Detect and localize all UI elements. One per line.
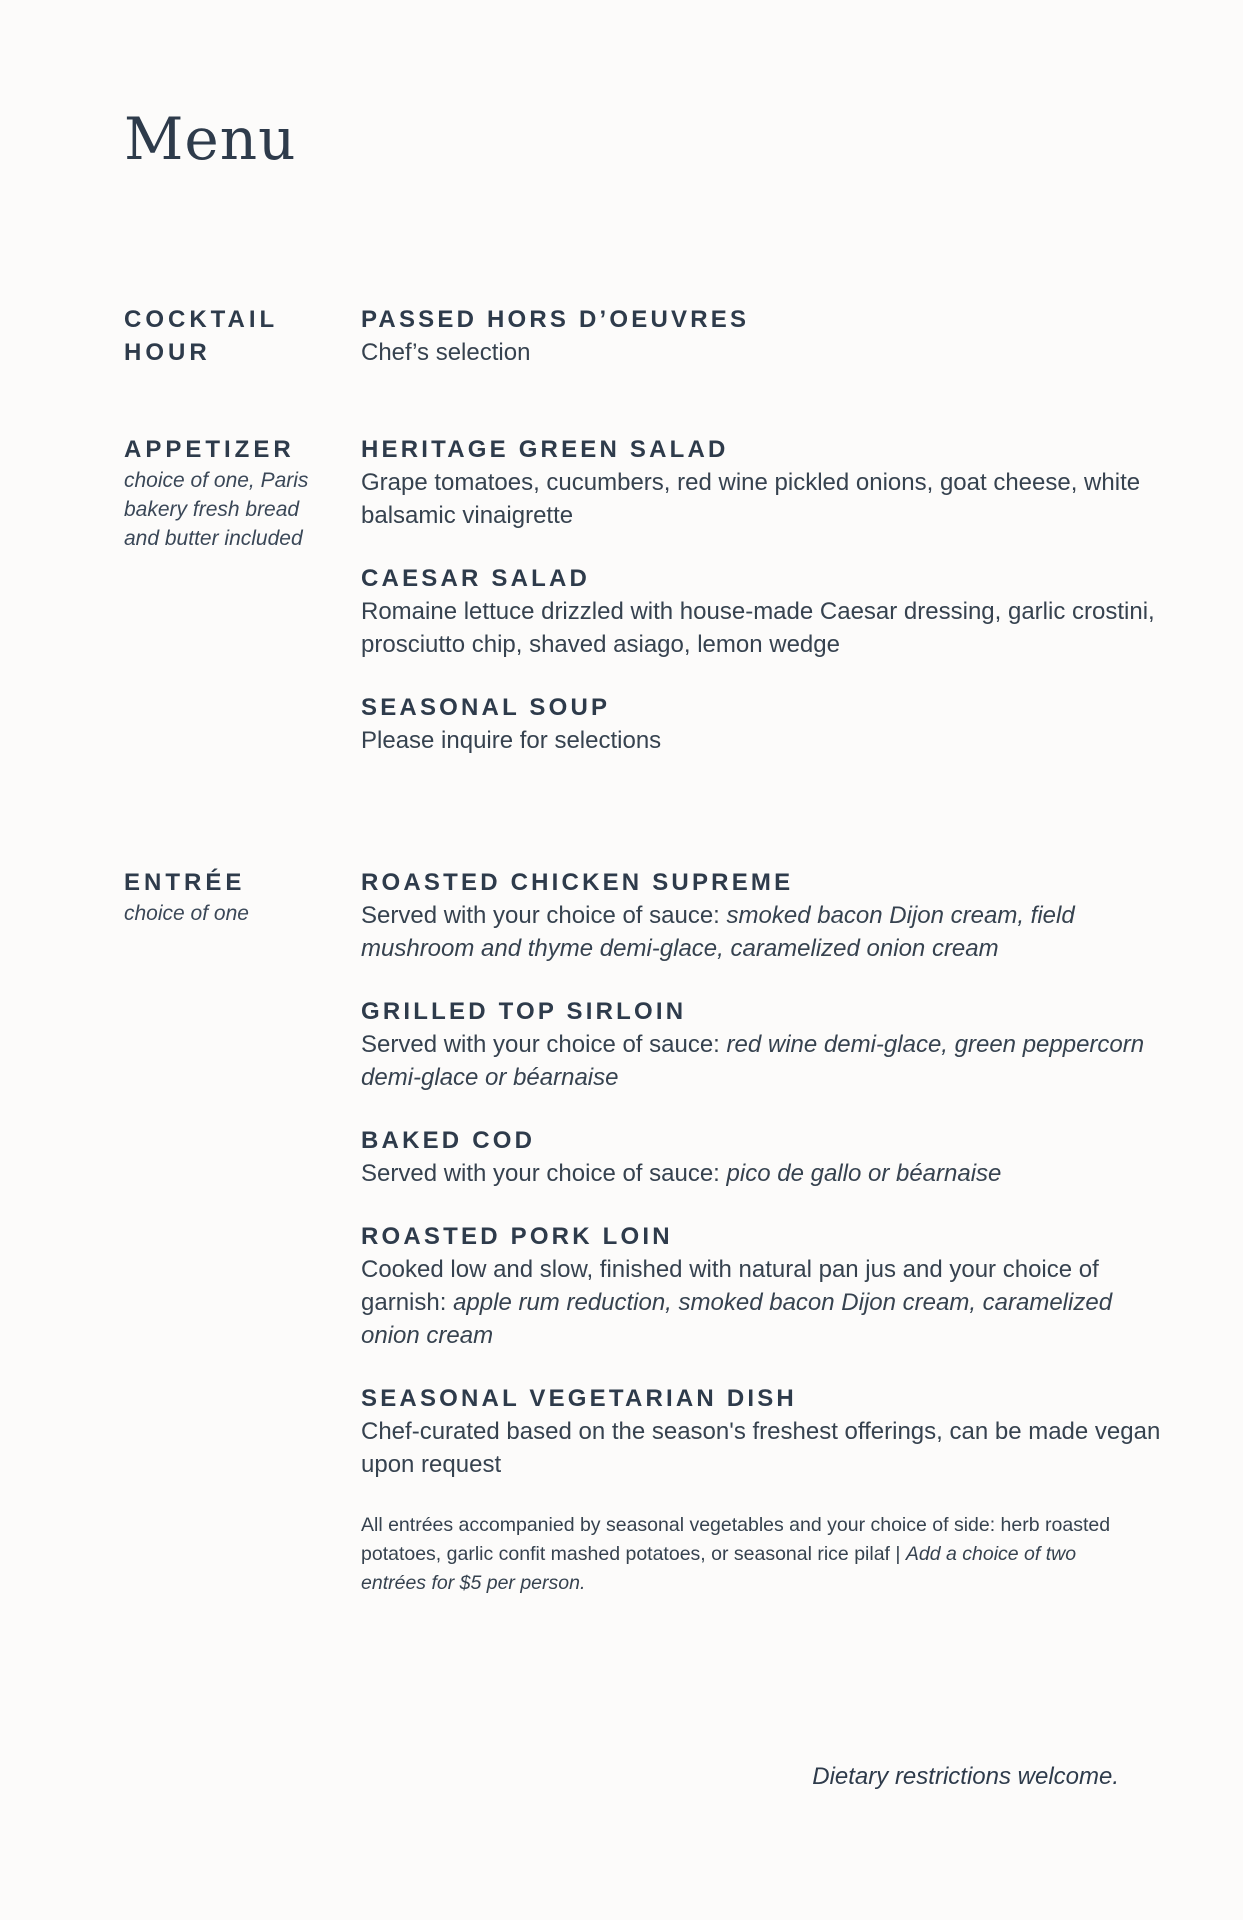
item-name: ROASTED PORK LOIN [361, 1223, 673, 1250]
item-description: Please inquire for selections [361, 727, 662, 754]
page-title: Menu [124, 105, 297, 173]
dietary-note: Dietary restrictions welcome. [812, 1763, 1119, 1790]
footnote-text: All entrées accompanied by seasonal vegetables and your choice of side: herb roasted potatoes, garlic confit mashed potatoes, or seasonal rice pilaf | [361, 1514, 1111, 1565]
item-description: Romaine lettuce drizzled with house-made Caesar dressing, garlic crostini, prosciutto chip, shaved asiago, lemon wedge [361, 598, 1155, 658]
item-name: ROASTED CHICKEN SUPREME [361, 869, 794, 896]
menu-items [361, 433, 1161, 787]
section-label: COCKTAIL HOUR [124, 306, 278, 366]
menu-item [361, 433, 1161, 532]
item-name: PASSED HORS D’OEUVRES [361, 306, 750, 333]
section-header [124, 433, 334, 553]
item-name: SEASONAL VEGETARIAN DISH [361, 1385, 797, 1412]
item-description [361, 1253, 1161, 1352]
item-description: Grape tomatoes, cucumbers, red wine pickled onions, goat cheese, white balsamic vinaigrette [361, 469, 1141, 529]
section-note: choice of one, Paris bakery fresh bread and butter included [124, 469, 309, 550]
item-name: BAKED COD [361, 1127, 536, 1154]
item-description-text: Served with your choice of sauce: [361, 902, 727, 929]
item-description-text: Cooked low and slow, finished with natural pan jus and your choice of garnish: [361, 1256, 1099, 1316]
item-sauce-options: pico de gallo or béarnaise [726, 1160, 1002, 1187]
item-description [361, 899, 1161, 965]
menu-item [361, 866, 1161, 965]
item-name: GRILLED TOP SIRLOIN [361, 998, 687, 1025]
section-header [124, 866, 334, 928]
menu-item [361, 303, 1161, 369]
footnote-addon: Add a choice of two entrées for $5 per person. [361, 1543, 1077, 1594]
menu-items [361, 303, 1161, 399]
menu-item [361, 1220, 1161, 1352]
menu-items [361, 866, 1161, 1598]
item-name: SEASONAL SOUP [361, 694, 611, 721]
menu-item [361, 691, 1161, 757]
item-name: CAESAR SALAD [361, 565, 591, 592]
item-description-text: Served with your choice of sauce: [361, 1160, 727, 1187]
section-label: ENTRÉE [124, 869, 246, 896]
section-header [124, 303, 334, 369]
menu-item [361, 995, 1161, 1094]
item-description-text: Served with your choice of sauce: [361, 1031, 727, 1058]
section-note: choice of one [124, 902, 249, 925]
item-garnish-options: apple rum reduction, smoked bacon Dijon cream, caramelized onion cream [361, 1289, 1113, 1349]
item-description [361, 1157, 1161, 1190]
menu-item [361, 562, 1161, 661]
menu-item [361, 1382, 1161, 1481]
section-label: APPETIZER [124, 436, 295, 463]
item-sauce-options: red wine demi-glace, green peppercorn demi-glace or béarnaise [361, 1031, 1145, 1091]
item-description [361, 1028, 1161, 1094]
menu-item [361, 1124, 1161, 1190]
item-description: Chef-curated based on the season's freshest offerings, can be made vegan upon request [361, 1418, 1161, 1478]
entree-footnote [361, 1511, 1131, 1598]
item-sauce-options: smoked bacon Dijon cream, field mushroom and thyme demi-glace, caramelized onion cream [361, 902, 1075, 962]
item-description: Chef’s selection [361, 339, 531, 366]
item-name: HERITAGE GREEN SALAD [361, 436, 729, 463]
